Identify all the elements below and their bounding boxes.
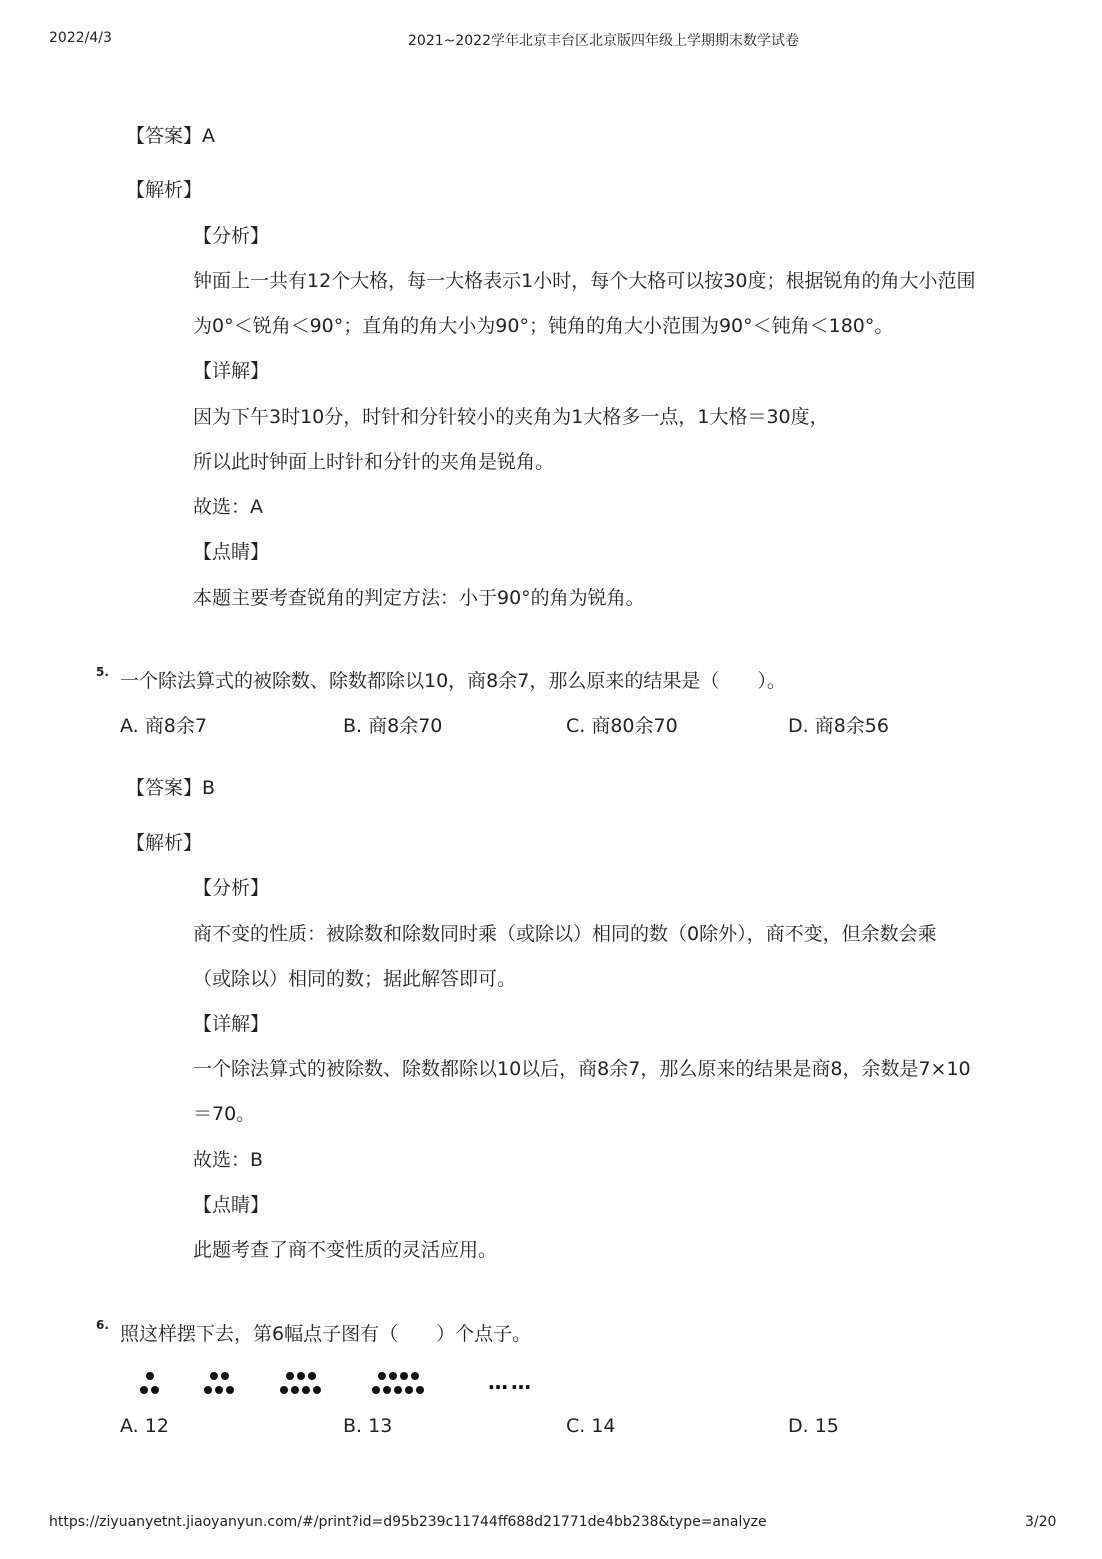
dot (146, 1372, 154, 1380)
q4-xiangjie-line1: 因为下午3时10分，时针和分针较小的夹角为1大格多一点，1大格＝30度， (193, 406, 829, 428)
q6-option-c: C. 14 (566, 1415, 616, 1437)
dot (204, 1386, 212, 1394)
q5-analysis-title: 【解析】 (126, 832, 203, 854)
q6-option-b: B. 13 (343, 1415, 393, 1437)
dot (215, 1386, 223, 1394)
dot (210, 1372, 218, 1380)
dot (405, 1386, 413, 1394)
q6-number: 6. (96, 1318, 109, 1332)
q5-answer: 【答案】B (126, 777, 216, 799)
dot (411, 1372, 419, 1380)
q5-xiangjie-line1: 一个除法算式的被除数、除数都除以10以后，商8余7，那么原来的结果是商8，余数是7×10 (193, 1058, 971, 1080)
q6-stem: 照这样摆下去，第6幅点子图有（ ）个点子。 (120, 1323, 532, 1345)
q4-fenxi-line2: 为0°＜锐角＜90°；直角的角大小为90°；钝角的角大小范围为90°＜钝角＜180°。 (193, 315, 894, 337)
q5-dianjing-title: 【点睛】 (193, 1194, 270, 1216)
q6-option-d: D. 15 (788, 1415, 839, 1437)
dot (372, 1386, 380, 1394)
dot (394, 1386, 402, 1394)
q5-number: 5. (96, 665, 109, 679)
q4-fenxi-title: 【分析】 (193, 225, 270, 247)
q4-choice: 故选：A (193, 496, 263, 518)
dot (297, 1372, 305, 1380)
dot (221, 1372, 229, 1380)
header-title: 2021~2022学年北京丰台区北京版四年级上学期期末数学试卷 (408, 33, 799, 49)
q5-stem: 一个除法算式的被除数、除数都除以10，商8余7，那么原来的结果是（ ）。 (120, 670, 786, 692)
dot-figure-continuation: …… (488, 1370, 534, 1394)
dot (308, 1372, 316, 1380)
q5-option-d: D. 商8余56 (788, 715, 889, 737)
q5-xiangjie-title: 【详解】 (193, 1013, 270, 1035)
q4-dianjing-title: 【点睛】 (193, 541, 270, 563)
dot (291, 1386, 299, 1394)
q4-answer: 【答案】A (126, 125, 215, 147)
dot (378, 1372, 386, 1380)
q6-option-a: A. 12 (120, 1415, 169, 1437)
q6-dot-figures (140, 1368, 580, 1402)
q5-option-c: C. 商80余70 (566, 715, 678, 737)
q4-dianjing-text: 本题主要考查锐角的判定方法：小于90°的角为锐角。 (193, 587, 645, 609)
header-date: 2022/4/3 (49, 30, 112, 46)
dot (280, 1386, 288, 1394)
q4-xiangjie-title: 【详解】 (193, 360, 270, 382)
dot (140, 1386, 148, 1394)
q5-choice: 故选：B (193, 1149, 264, 1171)
footer-page: 3/20 (1025, 1514, 1057, 1530)
q5-fenxi-line1: 商不变的性质：被除数和除数同时乘（或除以）相同的数（0除外），商不变，但余数会乘 (193, 923, 937, 945)
dot (383, 1386, 391, 1394)
dot (151, 1386, 159, 1394)
dot (416, 1386, 424, 1394)
q5-option-b: B. 商8余70 (343, 715, 443, 737)
q4-xiangjie-line2: 所以此时钟面上时针和分针的夹角是锐角。 (193, 451, 555, 473)
q4-analysis-title: 【解析】 (126, 179, 203, 201)
dot (302, 1386, 310, 1394)
dot (389, 1372, 397, 1380)
dot (400, 1372, 408, 1380)
q5-option-a: A. 商8余7 (120, 715, 207, 737)
q4-fenxi-line1: 钟面上一共有12个大格，每一大格表示1小时，每个大格可以按30度；根据锐角的角大小范围 (193, 270, 976, 292)
dot (313, 1386, 321, 1394)
q5-xiangjie-line2: ＝70。 (193, 1103, 256, 1125)
dot (286, 1372, 294, 1380)
q5-fenxi-line2: （或除以）相同的数；据此解答即可。 (193, 968, 517, 990)
dot (226, 1386, 234, 1394)
q5-fenxi-title: 【分析】 (193, 877, 270, 899)
footer-url: https://ziyuanyetnt.jiaoyanyun.com/#/print?id=d95b239c11744ff688d21771de4bb238&type=analyze (49, 1514, 767, 1530)
q5-dianjing-text: 此题考查了商不变性质的灵活应用。 (193, 1239, 498, 1261)
